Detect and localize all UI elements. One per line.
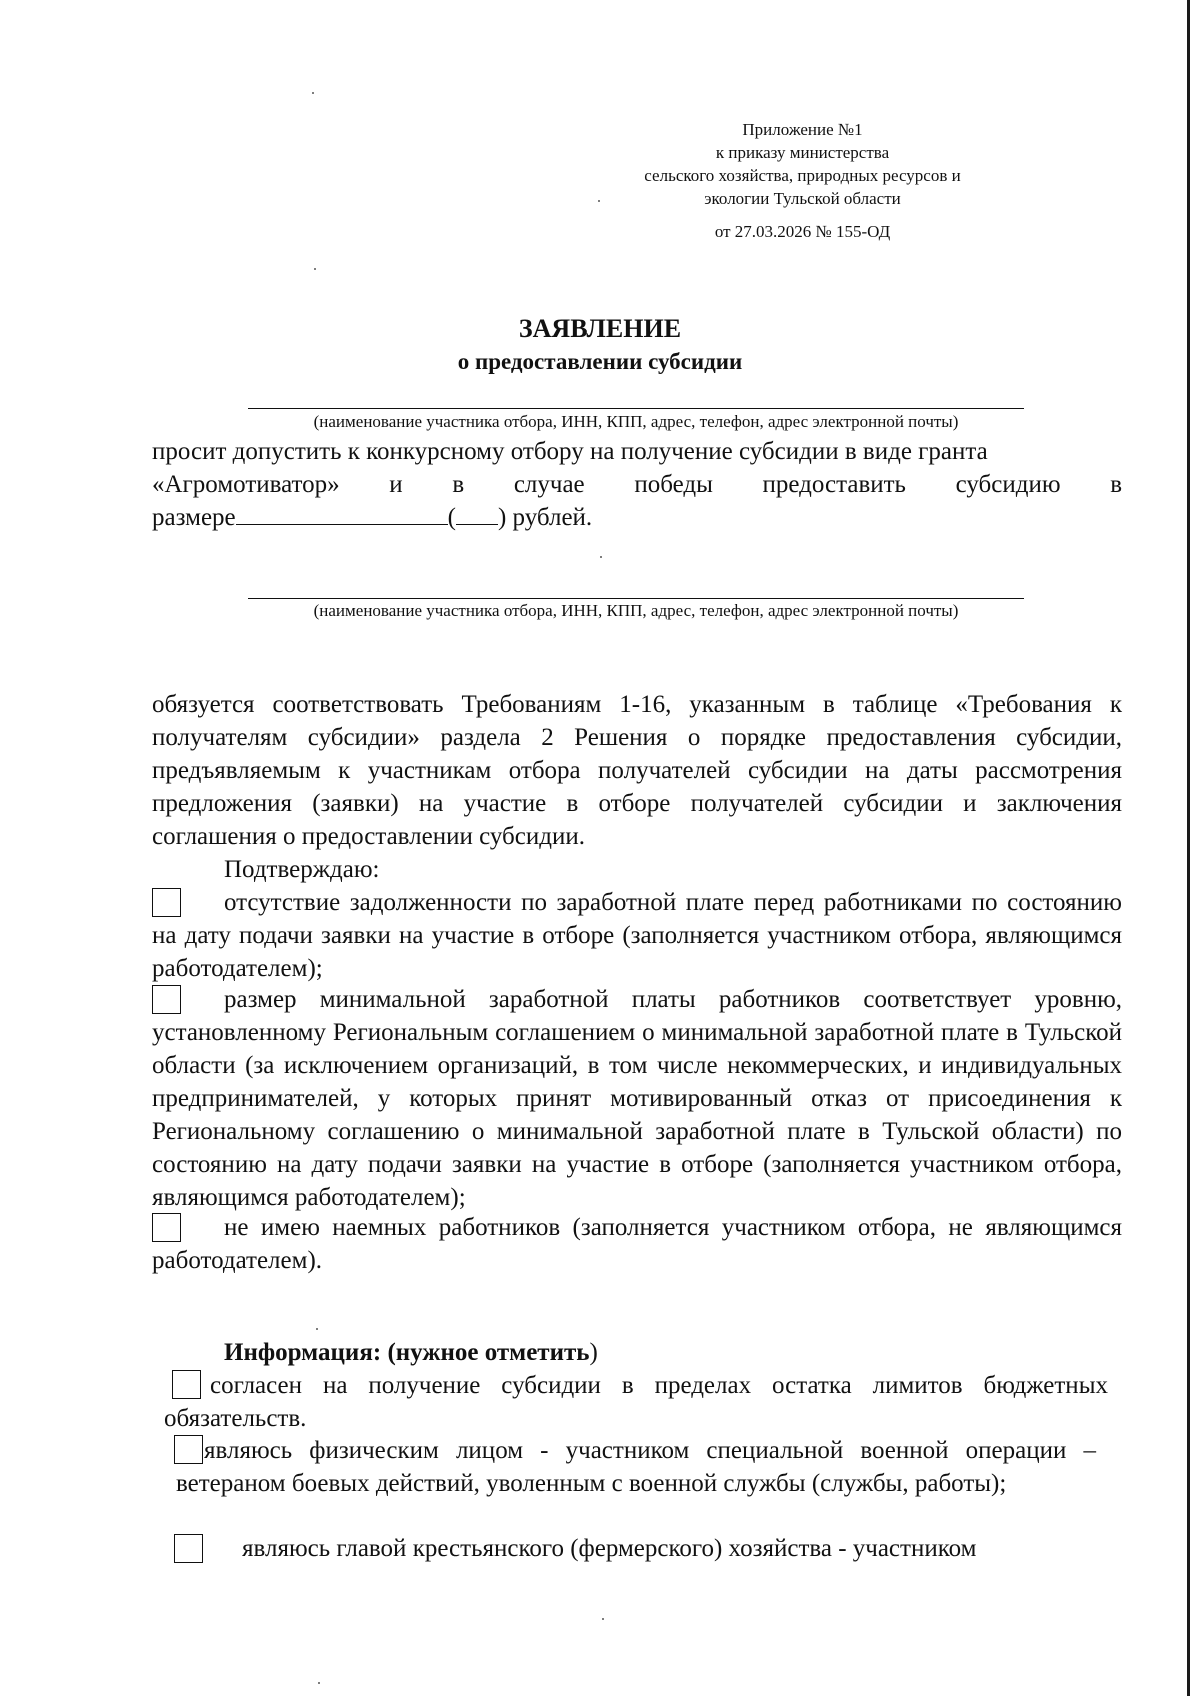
confirm-label bbox=[152, 853, 1122, 886]
info-item-text: являюсь главой крестьянского (фермерского) хозяйства - участником bbox=[242, 1535, 977, 1562]
info-item-text: являюсь физическим лицом - участником специальной военной операции – ветераном боевых действий, уволенным с военной службы (службы, работы); bbox=[176, 1437, 1096, 1497]
title-main: ЗАЯВЛЕНИЕ bbox=[518, 314, 682, 343]
participant-fill-line-top[interactable] bbox=[248, 408, 1024, 409]
confirm-item-min-wage bbox=[152, 983, 1122, 1214]
info-item-farm-head bbox=[176, 1532, 1108, 1565]
scan-speck bbox=[316, 1328, 318, 1330]
scan-speck bbox=[314, 268, 316, 270]
obligation-paragraph: обязуется соответствовать Требованиям 1-16, указанным в таблице «Требования к получателям субсидии» раздела 2 Решения о порядке предоставления субсидии, предъявляемым к участникам отбора получателей субсидии на даты рассмотрения предложения (заявки) на участие в отборе получателей субсидии и заключения соглашения о предоставлении субсидии. bbox=[152, 691, 1122, 850]
appendix-line: к приказу министерства bbox=[715, 143, 890, 162]
request-paragraph bbox=[152, 435, 1122, 534]
appendix-line: Приложение №1 bbox=[742, 120, 863, 139]
scan-speck bbox=[600, 556, 602, 558]
confirm-item-no-debt bbox=[152, 886, 1122, 985]
scan-speck bbox=[312, 92, 314, 94]
info-heading bbox=[224, 1336, 598, 1369]
confirm-label-text: Подтверждаю: bbox=[224, 856, 380, 883]
info-heading-tail: ) bbox=[589, 1339, 598, 1366]
confirm-item-text: не имею наемных работников (заполняется участником отбора, не являющимся работодателем). bbox=[152, 1214, 1122, 1274]
info-heading-bold: Информация: (нужное отметить bbox=[224, 1339, 590, 1366]
appendix-block bbox=[600, 118, 1005, 243]
appendix-date-line: от 27.03.2026 № 155-ОД bbox=[714, 222, 891, 241]
request-line-2: «Агромотиватор» и в случае победы предоставить субсидию в bbox=[152, 471, 1122, 498]
info-item-text: согласен на получение субсидии в пределах остатка лимитов бюджетных обязательств. bbox=[164, 1372, 1108, 1432]
amount-number-blank[interactable] bbox=[236, 502, 448, 525]
confirm-item-no-employees bbox=[152, 1211, 1122, 1277]
info-item-budget-limits bbox=[164, 1369, 1108, 1435]
request-line-1: просит допустить к конкурсному отбору на получение субсидии в виде гранта bbox=[152, 438, 988, 465]
request-line-3 bbox=[152, 501, 1122, 534]
amount-words-blank[interactable] bbox=[456, 502, 498, 525]
scan-edge-line bbox=[1187, 0, 1190, 1696]
request-rubles-label: ) рублей. bbox=[497, 504, 593, 531]
scan-speck bbox=[602, 1618, 604, 1620]
request-paren-open: ( bbox=[447, 504, 456, 531]
participant-fill-line-bottom[interactable] bbox=[248, 598, 1024, 599]
document-title bbox=[0, 312, 1200, 378]
confirm-item-text: отсутствие задолженности по заработной плате перед работниками по состоянию на дату подачи заявки на участие в отборе (заполняется участником отбора, являющимся работодателем); bbox=[152, 889, 1122, 982]
request-amount-label: размере bbox=[152, 504, 236, 531]
appendix-line: сельского хозяйства, природных ресурсов и bbox=[644, 166, 961, 185]
info-item-svo-veteran bbox=[176, 1434, 1096, 1500]
scan-speck bbox=[318, 1682, 320, 1684]
confirm-item-text: размер минимальной заработной платы работников соответствует уровню, установленному Региональным соглашением о минимальной заработной плате в Тульской области (за исключением организаций, в том числе некоммерческих, и индивидуальных предпринимателей, у которых принят мотивированный отказ от присоединения к Региональному соглашению о минимальной заработной плате в Тульской области) по состоянию на дату подачи заявки на участие в отборе (заполняется участником отбора, являющимся работодателем); bbox=[152, 986, 1122, 1211]
title-sub: о предоставлении субсидии bbox=[457, 349, 743, 374]
participant-caption-top: (наименование участника отбора, ИНН, КПП, адрес, телефон, адрес электронной почты) bbox=[313, 412, 959, 431]
participant-caption-bottom: (наименование участника отбора, ИНН, КПП, адрес, телефон, адрес электронной почты) bbox=[313, 601, 959, 620]
appendix-line: экологии Тульской области bbox=[704, 189, 901, 208]
